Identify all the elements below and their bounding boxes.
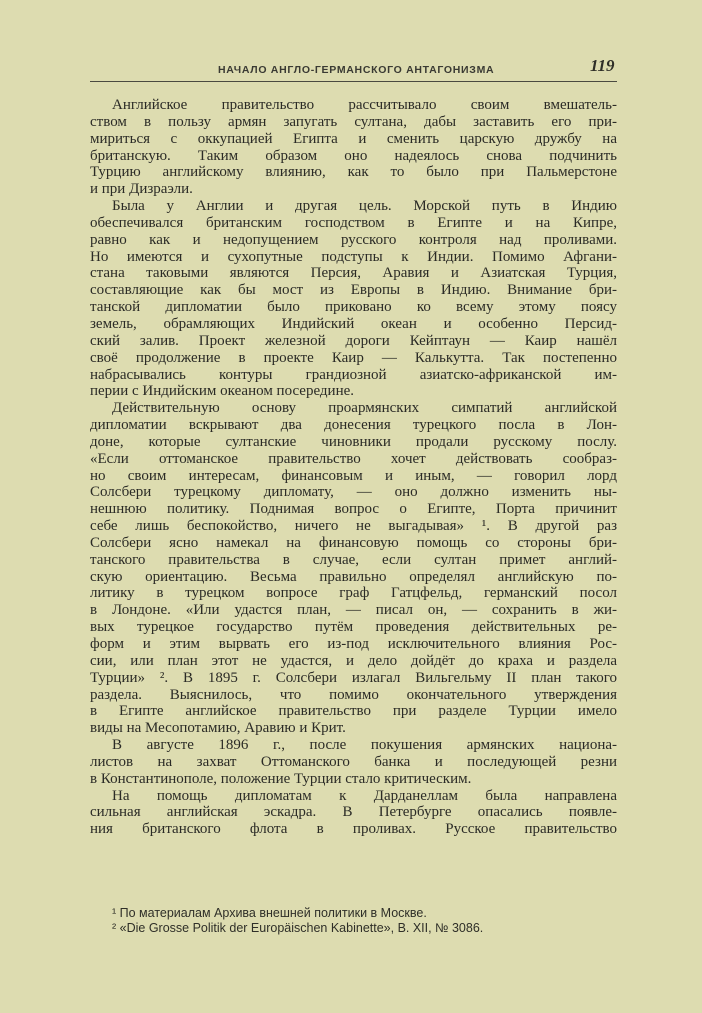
text-line: «Если оттоманское правительство хочет действовать сообраз- (90, 450, 617, 467)
page-number: 119 (590, 56, 615, 75)
text-line: и при Дизраэли. (90, 181, 193, 198)
text-line: сильная английская эскадра. В Петербурге опасались появле- (90, 804, 617, 821)
text-line: набрасывались контуры грандиозной азиатско-африканской им- (90, 366, 617, 383)
text-line: перии с Индийским океаном посередине. (90, 383, 355, 400)
page-header (0, 52, 702, 82)
text-line: Турции» ². В 1895 г. Солсбери излагал Вильгельму II план такого (90, 669, 617, 686)
text-line: танской дипломатии было приковано ко всему этому поясу (90, 299, 617, 316)
text-line: в Египте английское правительство при разделе Турции имело (90, 703, 617, 720)
text-line: но своим интересам, финансовым и иным, — говорил лорд (90, 467, 617, 484)
body-text (90, 97, 617, 838)
running-title: НАЧАЛО АНГЛО-ГЕРМАНСКОГО АНТАГОНИЗМА (218, 64, 495, 76)
text-line: земель, обрамляющих Индийский океан и особенно Персид- (90, 315, 617, 332)
text-line: раздела. Выяснилось, что помимо окончательного утверждения (90, 686, 617, 703)
text-line: скую ориентацию. Весьма правильно определял английскую по- (90, 568, 617, 585)
footnote-1: ¹ По материалам Архива внешней политики в Москве. (112, 906, 427, 920)
text-line: На помощь дипломатам к Дарданеллам была направлена (112, 787, 617, 804)
text-line: Но имеются и сухопутные подступы к Индии. Помимо Афгани- (90, 248, 617, 265)
text-line: Была у Англии и другая цель. Морской путь в Индию (112, 198, 617, 215)
text-line: литику в турецком вопросе граф Гатцфельд, германский посол (90, 585, 617, 602)
text-line: себе лишь беспокойство, ничего не выгадывая» ¹. В другой раз (90, 518, 617, 535)
text-line: мириться с оккупацией Египта и сменить царскую дружбу на (90, 130, 617, 147)
text-line: в Константинополе, положение Турции стало критическим. (90, 770, 472, 787)
text-line: доне, которые султанские чиновники продали русскому послу. (90, 433, 617, 450)
text-line: листов на захват Оттоманского банка и последующей резни (90, 753, 617, 770)
text-line: своё продолжение в проекте Каир — Калькутта. Так постепенно (90, 349, 617, 366)
text-line: равно как и недопущением русского контроля над проливами. (90, 231, 617, 248)
text-line: Английское правительство рассчитывало своим вмешатель- (112, 97, 617, 113)
text-line: В августе 1896 г., после покушения армянских национа- (112, 737, 617, 754)
text-line: Турцию английскому влиянию, как то было при Пальмерстоне (90, 164, 617, 181)
text-line: форм и этим вырвать его из-под исключительного влияния Рос- (90, 636, 617, 652)
text-line: Действительную основу проармянских симпатий английской (112, 400, 617, 417)
text-line: в Лондоне. «Или удастся план, — писал он, — сохранить в жи- (90, 602, 617, 619)
text-line: Солсбери ясно намекал на финансовую помощь со стороны бри- (90, 534, 617, 551)
text-line: танского правительства в случае, если султан примет англий- (90, 551, 617, 568)
text-line: дипломатии вскрывают два донесения турецкого посла в Лон- (90, 417, 617, 434)
text-line: ством в пользу армян запугать султана, дабы заставить его при- (90, 113, 617, 130)
text-line: составляющие как бы мост из Европы в Индию. Внимание бри- (90, 282, 617, 299)
footnote-2: ² «Die Grosse Politik der Europäischen Kabinette», B. XII, № 3086. (112, 921, 484, 935)
text-line: ния британского флота в проливах. Русское правительство (90, 821, 617, 838)
header-rule (90, 81, 617, 82)
text-line: вых турецкое государство путём проведения действительных ре- (90, 619, 617, 636)
text-line: Солсбери турецкому дипломату, — оно должно изменить ны- (90, 484, 617, 501)
text-line: виды на Месопотамию, Аравию и Крит. (90, 720, 346, 737)
footnotes (90, 906, 617, 936)
text-line: ский залив. Проект железной дороги Кейптаун — Каир нашёл (90, 332, 617, 349)
text-line: британскую. Таким образом оно надеялось снова подчинить (90, 147, 617, 164)
text-line: сии, или план этот не удастся, и дело дойдёт до краха и раздела (90, 652, 617, 669)
text-line: стана таковыми являются Персия, Аравия и Азиатская Турция, (90, 265, 617, 282)
text-line: обеспечивался британским господством в Египте и на Кипре, (90, 214, 617, 231)
text-line: нешнюю политику. Поднимая вопрос о Египте, Порта причинит (90, 501, 617, 518)
